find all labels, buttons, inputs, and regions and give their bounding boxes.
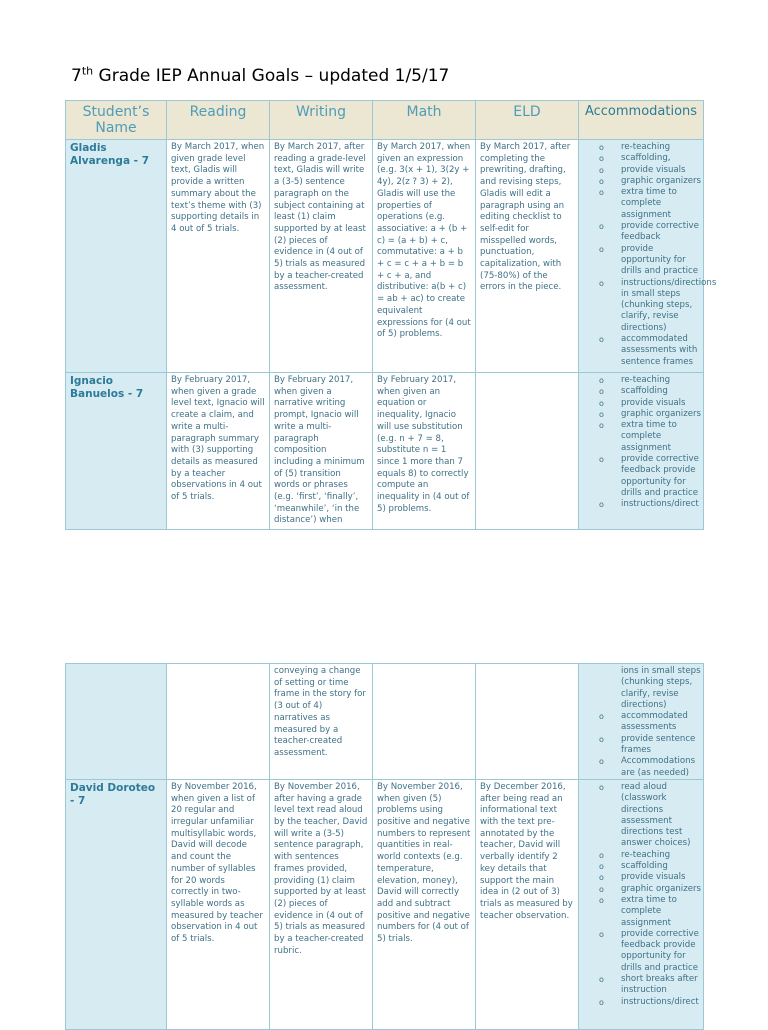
bullet-icon: o [599,975,604,985]
list-item: o re-teaching [599,849,671,860]
list-item: o re-teaching [599,142,671,152]
list-item: o extra time to complete assignment [599,894,677,928]
bullet-icon: o [599,176,604,186]
bullet-icon: o [599,222,604,232]
header-row [66,101,704,140]
bullet-icon: o [599,387,604,397]
writing-goal: By February 2017, when given a narrative writing prompt, Ignacio will write a multi-paragraph composition including a minimum of (5) transition words or phrases (e.g. ‘first’, ‘finally’, ‘meanwhile’, ‘in the distance’) when [270,373,373,530]
bullet-icon: o [599,873,604,883]
list-item: o short breaks after instruction [599,974,698,996]
reading-goal: By November 2016, when given a list of 20 regular and irregular unfamiliar multisyllabic words, David will decode and count the number of syllables for 20 words correctly in two-syllable words as measured by teacher observation in 4 out of 5 trials. [167,779,270,1029]
bullet-icon: o [599,165,604,175]
list-item: o provide visuals [599,164,686,175]
list-item: o read aloud (classwork directions assessment directions test answer choices) [599,781,691,849]
list-item: o scaffolding [599,861,668,872]
bullet-icon: o [599,850,604,860]
bullet-icon: o [599,862,604,872]
eld-goal: By December 2016, after being read an informational text with the text pre-annotated by the teacher, David will verbally identify 2 key details that support the main idea in (2 out of 3) trials as measured by teacher observation. [476,779,579,1029]
student-name: David Doroteo - 7 [66,779,167,1029]
accommodations-list [579,140,717,373]
accommodations-list [579,373,704,530]
bullet-icon: o [599,398,604,408]
list-item: o Accommodations are (as needed) [599,756,696,778]
list-item: o accommodated assessments [599,711,688,733]
list-item: o instructions/direct [599,499,699,510]
header-writing: Writing [270,101,373,140]
student-name: Ignacio Banuelos - 7 [66,373,167,530]
iep-goals-table-continued [65,663,704,1030]
writing-goal: By March 2017, after reading a grade-level text, Gladis will write a (3-5) sentence paragraph on the subject containing at least (1) claim supported by at least (2) pieces of evidence in (4 out of 5) trials as measured by a teacher-created assessment. [270,140,373,373]
bullet-icon: o [599,278,604,288]
bullet-icon: o [599,409,604,419]
list-item: o provide visuals [599,872,686,883]
reading-goal: By March 2017, when given grade level text, Gladis will provide a written summary about the text’s theme with (3) supporting details in 4 out of 5 trials. [167,140,270,373]
student-name-empty [66,664,167,780]
list-item: ions in small steps (chunking steps, clarify, revise directions) [621,666,701,710]
list-item: o scaffolding [599,386,668,397]
header-eld: ELD [476,101,579,140]
math-goal: By November 2016, when given (5) problems using positive and negative numbers to represent quantities in real-world contexts (e.g. temperature, elevation, money), David will correctly add and subtract positive and negative numbers for (4 out of 5) trials. [373,779,476,1029]
eld-goal [476,373,579,530]
table-row [66,664,704,780]
bullet-icon: o [599,929,604,939]
bullet-icon: o [599,997,604,1007]
header-student-name: Student’s Name [66,101,167,140]
bullet-icon: o [599,244,604,254]
list-item: o scaffolding, [599,153,671,164]
accommodations-list [579,664,704,780]
iep-goals-table [65,100,717,530]
header-math: Math [373,101,476,140]
list-item: o instructions/direct [599,996,699,1007]
eld-goal-empty [476,664,579,780]
list-item: o provide sentence frames [599,733,696,756]
reading-goal: By February 2017, when given a grade level text, Ignacio will create a claim, and write a multi-paragraph summary with (3) supporting details as measured by a teacher observations in 4 out of 5 trials. [167,373,270,530]
list-item: o extra time to complete assignment [599,187,677,220]
bullet-icon: o [599,421,604,431]
page-title: 7th Grade IEP Annual Goals – updated 1/5/17 [71,64,450,86]
bullet-icon: o [599,335,604,345]
bullet-icon: o [599,500,604,510]
bullet-icon: o [599,782,604,792]
list-item: o provide corrective feedback provide opportunity for drills and practice [599,454,699,498]
math-goal-empty [373,664,476,780]
bullet-icon: o [599,376,604,385]
list-item: o re-teaching [599,375,671,385]
reading-goal-empty [167,664,270,780]
list-item: o provide corrective feedback [599,221,699,243]
list-item: o instructions/directions in small steps (chunking steps, clarify, revise directions) [599,277,717,333]
list-item: o provide opportunity for drills and practice [599,243,699,277]
accommodations-list [579,779,704,1029]
header-accommodations: Accommodations [579,101,704,140]
list-item: o provide visuals [599,397,686,408]
header-reading: Reading [167,101,270,140]
bullet-icon: o [599,188,604,198]
student-name: Gladis Alvarenga - 7 [66,140,167,373]
bullet-icon: o [599,154,604,164]
list-item: o graphic organizers [599,408,702,419]
list-item: o graphic organizers [599,175,702,186]
list-item: o accommodated assessments with sentence frames [599,334,698,367]
writing-goal-continued: conveying a change of setting or time frame in the story for (3 out of 4) narratives as measured by a teacher-created assessment. [270,664,373,780]
bullet-icon: o [599,143,604,152]
bullet-icon: o [599,757,604,767]
list-item: o graphic organizers [599,883,702,894]
bullet-icon: o [599,734,604,744]
bullet-icon: o [599,455,604,465]
math-goal: By March 2017, when given an expression (e.g. 3(x + 1), 3(2y + 4y), 2(z ? 3) + 2), Gladis will use the properties of operations (e.g. associative: a + (b + c) = (a + b) + c, commutative: a + b + c = c + a + b = b + c + a, and distributive: a(b + c) = ab + ac) to create equivalent expressions for (4 out of 5) problems. [373,140,476,373]
table-row [66,140,704,373]
bullet-icon: o [599,895,604,905]
table-row [66,373,704,530]
table-row [66,779,704,1029]
math-goal: By February 2017, when given an equation or inequality, Ignacio will use substitution (e.g. n + 7 = 8, substitute n = 1 since 1 more than 7 equals 8) to correctly compute an inequality in (4 out of 5) problems. [373,373,476,530]
list-item: o extra time to complete assignment [599,420,677,453]
writing-goal: By November 2016, after having a grade level text read aloud by the teacher, David will write a (3-5) sentence paragraph, with sentences frames provided, providing (1) claim supported by at least (2) pieces of evidence in (4 out of 5) trials as measured by a teacher-created rubric. [270,779,373,1029]
list-item: o provide corrective feedback provide opportunity for drills and practice [599,928,699,973]
bullet-icon: o [599,884,604,894]
eld-goal: By March 2017, after completing the prewriting, drafting, and revising steps, Gladis will edit a paragraph using an editing checklist to self-edit for misspelled words, punctuation, capitalization, with (75-80%) of the errors in the piece. [476,140,579,373]
bullet-icon: o [599,712,604,722]
